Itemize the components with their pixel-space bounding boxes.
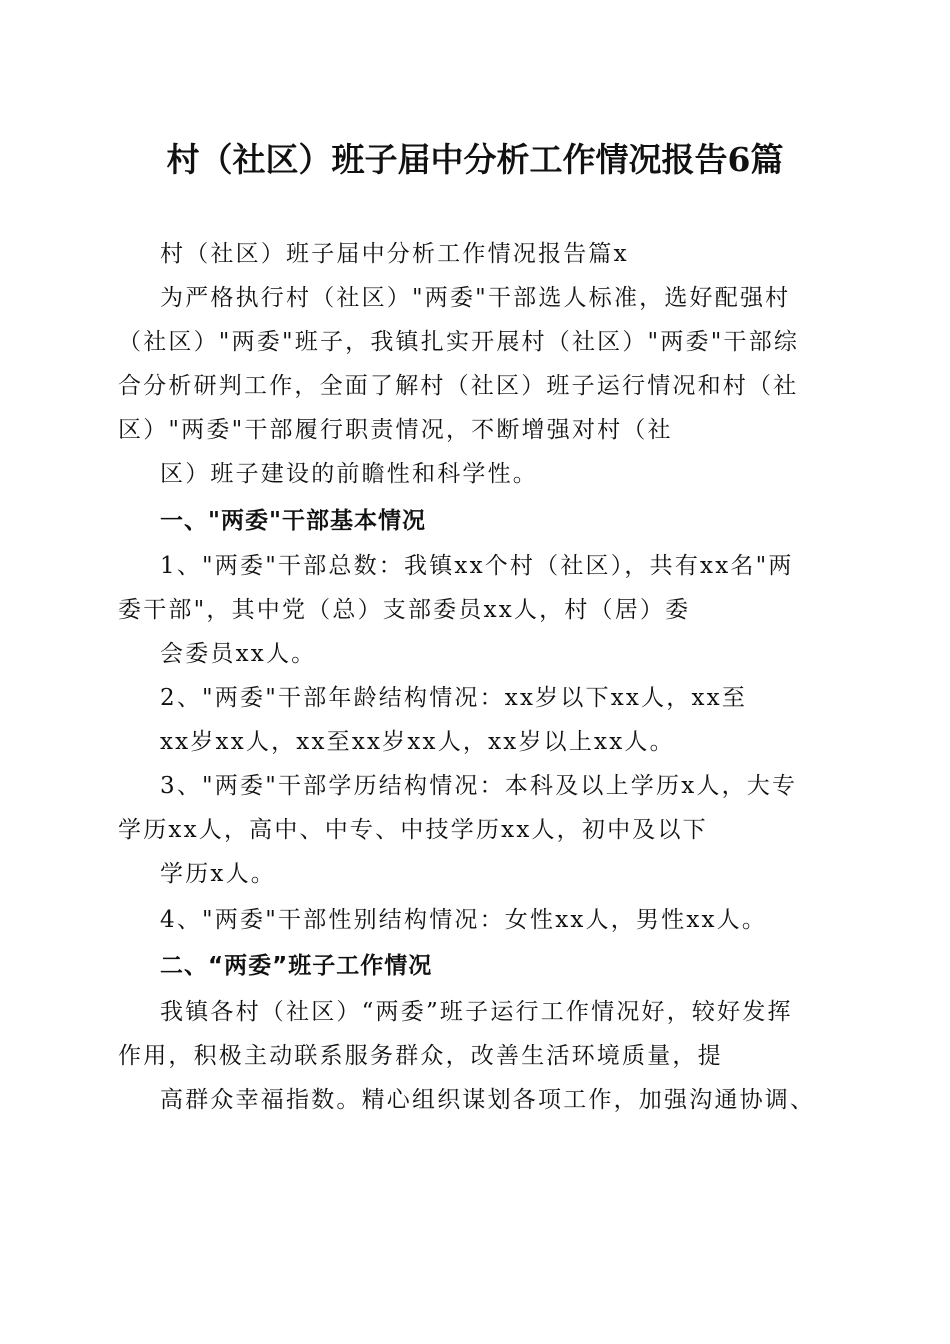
paragraph-line: 高群众幸福指数。精心组织谋划各项工作，加强沟通协调、 [160, 1087, 816, 1113]
paragraph-line: 学历xx人，高中、中专、中技学历xx人，初中及以下 [118, 817, 708, 843]
paragraph-line: 4、"两委"干部性别结构情况：女性xx人，男性xx人。 [160, 907, 768, 933]
paragraph-line: 为严格执行村（社区）"两委"干部选人标准，选好配强村 [160, 285, 791, 311]
section-heading: 二、“两委”班子工作情况 [160, 953, 433, 979]
paragraph-line: 1、"两委"干部总数：我镇xx个村（社区），共有xx名"两 [160, 553, 794, 579]
paragraph-line: （社区）"两委"班子，我镇扎实开展村（社区）"两委"干部综 [118, 329, 800, 355]
paragraph-line: xx岁xx人，xx至xx岁xx人，xx岁以上xx人。 [160, 729, 675, 755]
paragraph-line: 区）"两委"干部履行职责情况，不断增强对村（社 [118, 417, 673, 443]
document-title: 村（社区）班子届中分析工作情况报告6篇 [166, 140, 784, 179]
section-heading: 一、"两委"干部基本情况 [160, 508, 426, 534]
paragraph-line: 合分析研判工作，全面了解村（社区）班子运行情况和村（社 [118, 373, 799, 399]
paragraph-line: 学历x人。 [160, 861, 276, 887]
paragraph-line: 2、"两委"干部年龄结构情况：xx岁以下xx人，xx至 [160, 685, 748, 711]
paragraph-line: 作用，积极主动联系服务群众，改善生活环境质量，提 [118, 1043, 723, 1069]
paragraph-line: 我镇各村（社区）“两委”班子运行工作情况好，较好发挥 [160, 999, 793, 1025]
paragraph-line: 会委员xx人。 [160, 641, 317, 667]
paragraph-line: 3、"两委"干部学历结构情况：本科及以上学历x人，大专 [160, 773, 798, 799]
paragraph-line: 村（社区）班子届中分析工作情况报告篇x [160, 241, 629, 267]
paragraph-line: 委干部"，其中党（总）支部委员xx人，村（居）委 [118, 597, 691, 623]
paragraph-line: 区）班子建设的前瞻性和科学性。 [160, 461, 538, 487]
